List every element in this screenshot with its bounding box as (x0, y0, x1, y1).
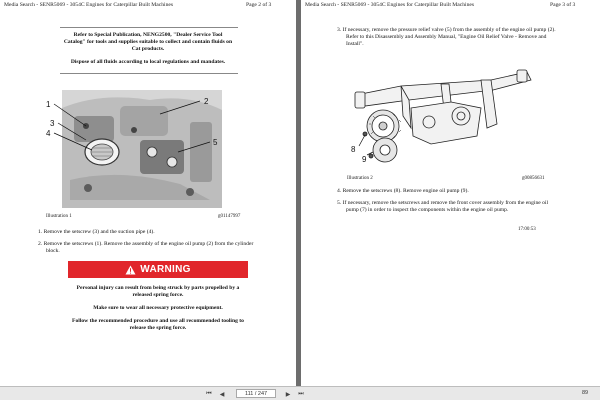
callout-3: 3 (50, 119, 55, 128)
illustration-2-id: g00856631 (522, 176, 545, 181)
last-page-icon[interactable]: ⏭ (298, 390, 304, 397)
refer-line-2: Catalog" for tools and supplies suitable to collect and contain fluids on (63, 39, 233, 45)
callout-1: 1 (46, 100, 51, 109)
illustration-1-caption: Illustration 1 (46, 214, 72, 219)
dispose-notice: Dispose of all fluids according to local regulations and mandates. (70, 59, 226, 65)
step-3-line-1: 3. If necessary, remove the pressure relief valve (5) from the assembly of the engine oil pump (2). (337, 27, 556, 33)
step-2-line-2: block. (46, 248, 60, 254)
step-3-line-2: Refer to this Disassembly and Assembly Manual, "Engine Oil Relief Valve - Remove and (346, 34, 547, 40)
warning-text-4: Follow the recommended procedure and use all recommended tooling to (72, 318, 244, 324)
page-header-title: Media Search - SENR5069 - 3054C Engines for Caterpillar Built Machines (4, 2, 174, 8)
refer-line-1: Refer to Special Publication, NENG2500, "Dealer Service Tool (73, 32, 223, 38)
engine-oil-pump-photo (40, 88, 240, 212)
callout-8: 8 (351, 145, 356, 154)
page-3 (301, 0, 600, 386)
page-number-input[interactable] (236, 389, 276, 398)
illustration-2-caption: Illustration 2 (347, 176, 373, 181)
first-page-icon[interactable]: ⏮ (206, 390, 212, 397)
refer-line-3: Cat products. (131, 46, 165, 52)
warning-text-2: released spring force. (132, 292, 184, 298)
page-header-title: Media Search - SENR5069 - 3054C Engines for Caterpillar Built Machines (305, 2, 475, 8)
step-2-line-1: 2. Remove the setscrews (1). Remove the assembly of the engine oil pump (2) from the cylinder (38, 241, 254, 247)
warning-label: WARNING (140, 264, 191, 275)
illustration-2 (341, 58, 541, 174)
oil-pump-drawing (341, 58, 541, 174)
viewer-toolbar (0, 386, 600, 400)
next-page-icon[interactable]: ▶ (285, 391, 291, 398)
step-1: 1. Remove the setscrew (3) and the suction pipe (4). (38, 229, 155, 235)
page-2 (0, 0, 296, 386)
zoom-level[interactable]: 89 (582, 390, 589, 396)
callout-9: 9 (362, 155, 367, 164)
warning-triangle-icon (125, 265, 136, 275)
page-header-number: Page 3 of 3 (550, 2, 576, 8)
step-5-line-1: 5. If necessary, remove the setscrews and remove the front cover assembly from the engine oil (337, 200, 549, 206)
step-5-line-2: pump (7) in order to inspect the components within the engine oil pump. (346, 207, 509, 213)
warning-text-1: Personal injury can result from being struck by parts propelled by a (76, 285, 240, 291)
prev-page-icon[interactable]: ◀ (219, 391, 225, 398)
step-4: 4. Remove the setscrews (8). Remove engine oil pump (9). (337, 188, 469, 194)
section-divider (60, 27, 238, 28)
page-indicator: 111 / 247 (244, 390, 268, 397)
step-3-line-3: Install". (346, 41, 364, 47)
warning-banner (68, 261, 248, 278)
warning-text-5: release the spring force. (129, 325, 187, 331)
callout-2: 2 (204, 97, 209, 106)
timestamp: 17:00:53 (518, 227, 536, 232)
callout-5: 5 (213, 138, 218, 147)
section-divider (60, 73, 238, 74)
illustration-1-id: g01147997 (218, 214, 241, 219)
illustration-1 (40, 88, 240, 212)
page-header-number: Page 2 of 3 (246, 2, 272, 8)
warning-text-3: Make sure to wear all necessary protective equipment. (93, 305, 223, 311)
callout-4: 4 (46, 129, 51, 138)
